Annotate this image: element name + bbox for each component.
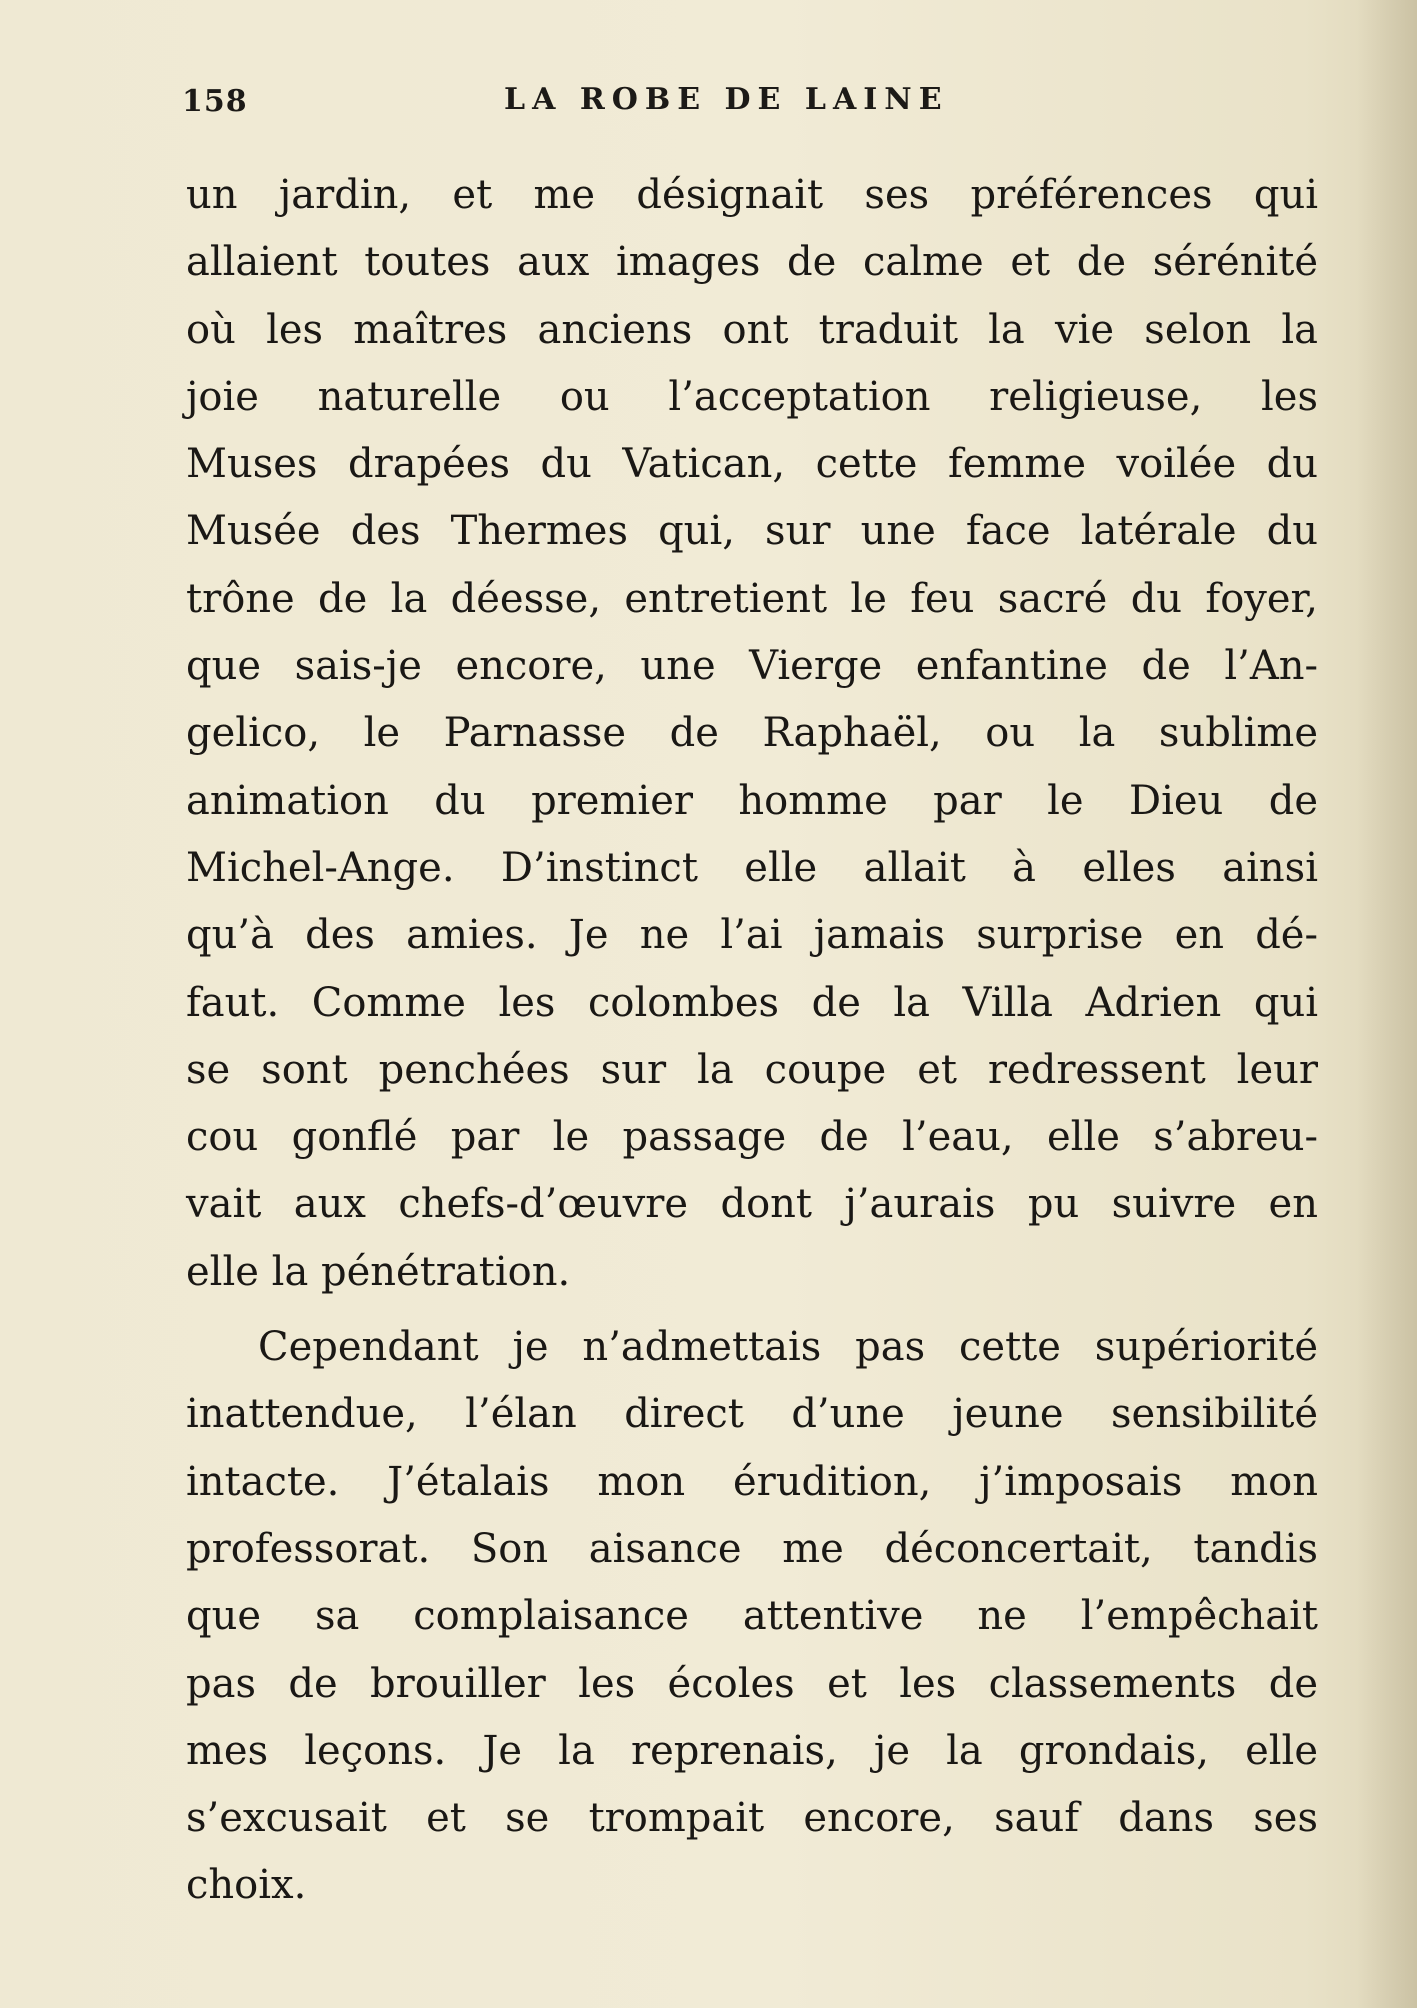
text-line: mes leçons. Je la reprenais, je la grondais, elle xyxy=(186,1727,1318,1774)
text-line: se sont penchées sur la coupe et redressent leur xyxy=(186,1046,1318,1093)
text-line: cou gonflé par le passage de l’eau, elle s’abreu- xyxy=(186,1114,1318,1161)
text-line: joie naturelle ou l’acceptation religieuse, les xyxy=(186,373,1318,420)
text-line: que sais-je encore, une Vierge enfantine de l’An- xyxy=(186,643,1318,690)
text-line: gelico, le Parnasse de Raphaël, ou la sublime xyxy=(186,710,1318,757)
text-line: Musée des Thermes qui, sur une face latérale du xyxy=(186,508,1318,555)
running-title: LA ROBE DE LAINE xyxy=(504,82,949,117)
text-line: s’excusait et se trompait encore, sauf dans ses xyxy=(186,1795,1318,1842)
text-line: Cependant je n’admettais pas cette supériorité xyxy=(258,1324,1318,1371)
paragraph-1 xyxy=(186,162,1318,1306)
text-line: où les maîtres anciens ont traduit la vie selon la xyxy=(186,306,1318,353)
text-line: Michel-Ange. D’instinct elle allait à elles ainsi xyxy=(186,844,1318,891)
paragraph-2 xyxy=(186,1314,1318,1920)
text-line: qu’à des amies. Je ne l’ai jamais surprise en dé- xyxy=(186,912,1318,959)
text-line: animation du premier homme par le Dieu de xyxy=(186,777,1318,824)
text-line: vait aux chefs-d’œuvre dont j’aurais pu suivre en xyxy=(186,1181,1318,1228)
text-line: intacte. J’étalais mon érudition, j’imposais mon xyxy=(186,1458,1318,1505)
text-line: allaient toutes aux images de calme et de sérénité xyxy=(186,239,1318,286)
page-header xyxy=(182,78,1322,128)
text-line: un jardin, et me désignait ses préférences qui xyxy=(186,172,1318,218)
body-text xyxy=(186,162,1318,1920)
text-line: Muses drapées du Vatican, cette femme voilée du xyxy=(186,441,1318,488)
text-line: pas de brouiller les écoles et les classements de xyxy=(186,1660,1318,1707)
text-line: faut. Comme les colombes de la Villa Adrien qui xyxy=(186,979,1318,1026)
text-line: elle la pénétration. xyxy=(186,1248,571,1295)
page-number: 158 xyxy=(182,84,248,119)
text-line: choix. xyxy=(186,1862,307,1909)
text-line: professorat. Son aisance me déconcertait, tandis xyxy=(186,1525,1318,1572)
page-edge-shadow xyxy=(1357,0,1417,2008)
text-line: inattendue, l’élan direct d’une jeune sensibilité xyxy=(186,1391,1318,1438)
text-line: que sa complaisance attentive ne l’empêchait xyxy=(186,1593,1318,1640)
text-line: trône de la déesse, entretient le feu sacré du foyer, xyxy=(186,575,1318,622)
